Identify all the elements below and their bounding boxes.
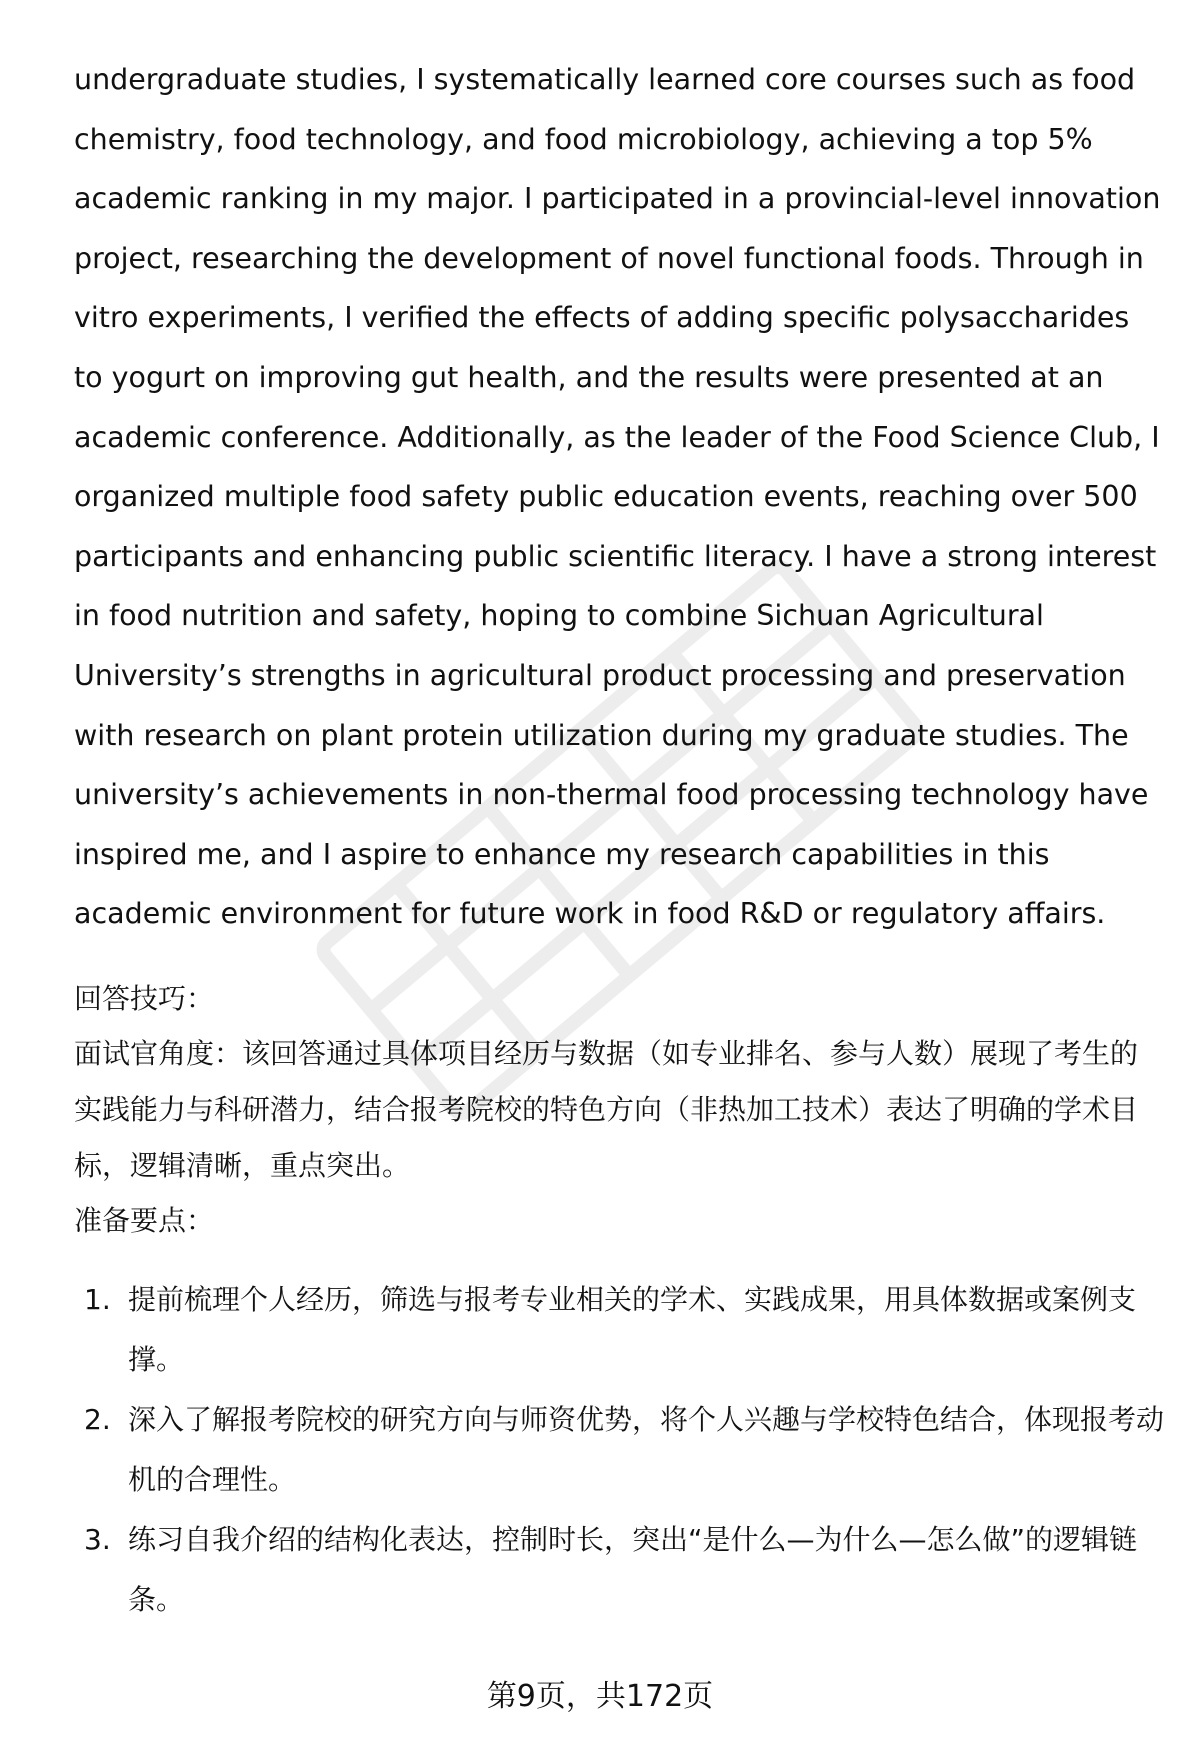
list-item-number: 3. <box>84 1522 111 1556</box>
interviewer-perspective: 面试官角度：该回答通过具体项目经历与数据（如专业排名、参与人数）展现了考生的实践能力与科研潜力，结合报考院校的特色方向（非热加工技术）表达了明确的学术目标，逻辑清晰，重点突出。 <box>74 1036 1139 1182</box>
prep-list <box>74 1270 1164 1630</box>
list-item-number: 2. <box>84 1402 111 1436</box>
answer-paragraph: undergraduate studies, I systematically learned core courses such as food chemistry, food technology, and food microbiology, achieving a top 5% academic ranking in my major. I participated in a provincial-level innovation project, researching the development of novel functional foods. Through in vitro experiments, I verified the effects of adding specific polysaccharides to yogurt on improving gut health, and the results were presented at an academic conference. Additionally, as the leader of the Food Science Club, I organized multiple food safety public education events, reaching over 500 participants and enhancing public scientific literacy. I have a strong interest in food nutrition and safety, hoping to combine Sichuan Agricultural University’s strengths in agricultural product processing and preservation with research on plant protein utilization during my graduate studies. The university’s achievements in non-thermal food processing technology have inspired me, and I aspire to enhance my research capabilities in this academic environment for future work in food R&D or regulatory affairs. <box>74 63 1161 931</box>
list-item-text: 深入了解报考院校的研究方向与师资优势，将个人兴趣与学校特色结合，体现报考动机的合理性。 <box>128 1402 1165 1496</box>
list-item <box>74 1510 1164 1630</box>
page-number: 第9页，共172页 <box>486 1679 714 1714</box>
prep-heading: 准备要点： <box>74 1203 215 1237</box>
list-item-text: 提前梳理个人经历，筛选与报考专业相关的学术、实践成果，用具体数据或案例支撑。 <box>128 1282 1137 1376</box>
tips-heading: 回答技巧： <box>74 981 215 1015</box>
list-item <box>74 1390 1164 1510</box>
list-item-text: 练习自我介绍的结构化表达，控制时长，突出“是什么—为什么—怎么做”的逻辑链条。 <box>128 1522 1138 1616</box>
list-item <box>74 1270 1164 1390</box>
page-content <box>74 50 1164 1630</box>
list-item-number: 1. <box>84 1282 111 1316</box>
